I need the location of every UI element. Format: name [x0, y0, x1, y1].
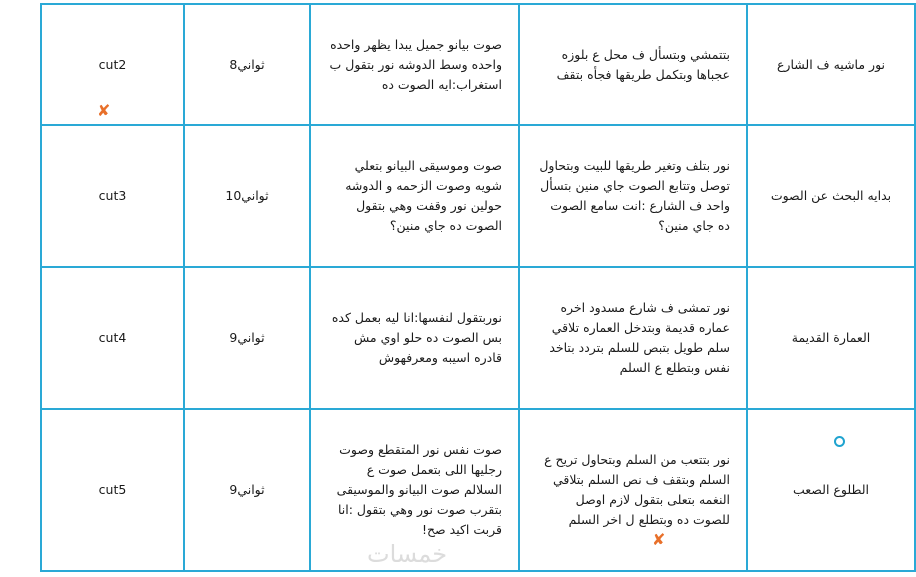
scene-title: بدايه البحث عن الصوت	[770, 188, 892, 203]
cut-label: cut4	[98, 330, 127, 345]
cut-label: cut5	[98, 482, 127, 497]
watermark-text: خمسات	[367, 540, 448, 568]
cut-cell	[41, 125, 184, 267]
x-mark-icon: ✘	[97, 101, 111, 120]
duration-label: 10ثواني	[225, 188, 269, 203]
table-row	[41, 4, 915, 125]
action-cell	[519, 125, 747, 267]
cut-cell	[41, 267, 184, 409]
sound-cell	[310, 267, 519, 409]
action-text: نور بتتعب من السلم وبتحاول تريح ع السلم وبتقف ف نص السلم بتلاقي النغمه بتعلى بتقول لازم اوصل للصوت ده وبتطلع ل اخر السلم	[544, 452, 730, 527]
duration-cell	[184, 267, 310, 409]
action-cell	[519, 409, 747, 571]
action-text: بتتمشي وبتسأل ف محل ع بلوزه عجباها وبتكمل طريقها فجأه بتقف	[556, 46, 730, 82]
action-cell	[519, 267, 747, 409]
duration-label: 8ثواني	[229, 56, 265, 72]
scene-cell	[747, 125, 915, 267]
duration-cell	[184, 409, 310, 571]
table-row	[41, 125, 915, 267]
duration-label: 9ثواني	[229, 482, 265, 497]
x-mark-icon: ✘	[652, 530, 666, 549]
sound-text: نوربتقول لنفسها:انا ليه بعمل كده بس الصوت ده حلو اوي مش قادره اسيبه ومعرفهوش	[331, 310, 502, 365]
sound-text: صوت وموسيقى البيانو بتعلي شويه وصوت الزحمه و الدوشه حولين نور وقفت وهي بتقول الصوت ده جاي منين؟	[345, 158, 502, 233]
scene-cell	[747, 267, 915, 409]
scene-title: العمارة القديمة	[791, 330, 871, 345]
duration-cell	[184, 4, 310, 125]
scene-cell	[747, 4, 915, 125]
cut-cell	[41, 4, 184, 125]
scene-cell	[747, 409, 915, 571]
storyboard-table	[40, 3, 916, 572]
sound-cell	[310, 125, 519, 267]
sound-text: صوت نفس نور المتقطع وصوت رجليها اللى بتعمل صوت ع السلالم صوت البيانو والموسيقى بتقرب صوت نور وهي بتقول :انا قربت اكيد صح!	[336, 442, 502, 537]
action-text: نور تمشى ف شارع مسدود اخره عماره قديمة وبتدخل العماره تلاقي سلم طويل بتبص للسلم بتردد بتاخد نفس وبتطلع ع السلم	[549, 300, 730, 375]
sound-text: صوت بيانو جميل يبدا يظهر واحده واحده وسط الدوشه نور بتقول ب استغراب:ايه الصوت ده	[329, 36, 502, 92]
cut-label: cut3	[98, 188, 127, 203]
dot-marker-icon	[834, 436, 845, 447]
action-text: نور بتلف وتغير طريقها للبيت وبتحاول توصل وتتابع الصوت جاي منين بتسأل واحد ف الشارع :انت سامع الصوت ده جاي منين؟	[539, 158, 730, 233]
table-row	[41, 409, 915, 571]
cut-label: cut2	[98, 56, 127, 72]
cut-cell	[41, 409, 184, 571]
duration-cell	[184, 125, 310, 267]
sound-cell	[310, 4, 519, 125]
duration-label: 9ثواني	[229, 330, 265, 345]
action-cell	[519, 4, 747, 125]
scene-title: الطلوع الصعب	[793, 482, 869, 497]
table-row	[41, 267, 915, 409]
scene-title: نور ماشيه ف الشارع	[776, 56, 886, 72]
